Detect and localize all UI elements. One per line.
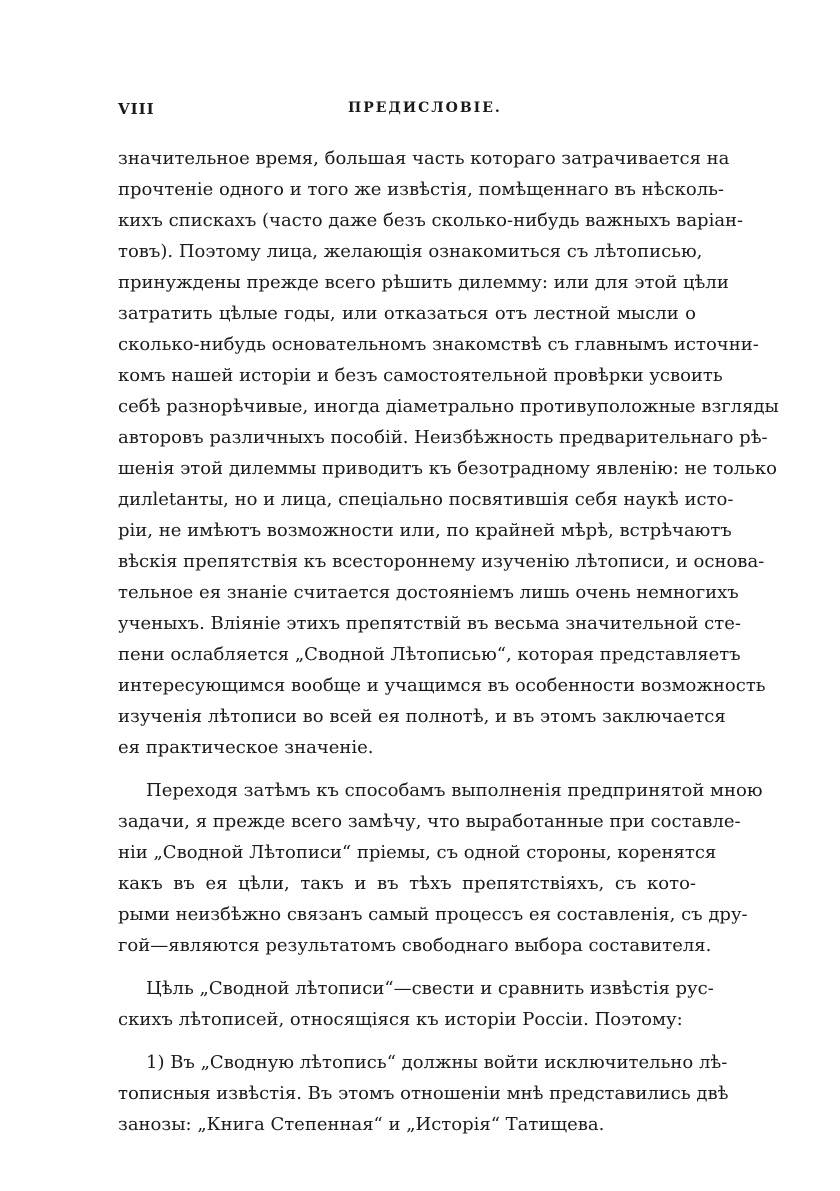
text-line: авторовъ различныхъ пособій. Неизбѣжность предварительнаго рѣ-: [118, 427, 768, 448]
text-line: 1) Въ „Сводную лѣтопись“ должны войти исключительно лѣ-: [146, 1052, 728, 1073]
page-number: VIII: [118, 100, 155, 118]
text-line: задачи, я прежде всего замѣчу, что выработанные при составле-: [118, 811, 741, 832]
running-title: ПРЕДИСЛОВІЕ.: [348, 100, 502, 116]
text-line: пени ослабляется „Сводной Лѣтописью“, которая представляетъ: [118, 644, 741, 665]
text-line: вѣскія препятствія къ всестороннему изученію лѣтописи, и основа-: [118, 551, 765, 572]
text-line: гой—являются результатомъ свободнаго выбора составителя.: [118, 935, 712, 956]
text-line: прочтеніе одного и того же извѣстія, помѣщеннаго въ нѣсколь-: [118, 179, 725, 200]
text-line: затратить цѣлые годы, или отказаться отъ лестной мысли о: [118, 303, 696, 324]
paragraph: [118, 973, 714, 1035]
paragraph: [118, 143, 779, 763]
text-line: кихъ спискахъ (часто даже безъ сколько-нибудь важныхъ варіан-: [118, 210, 744, 231]
text-line: шенія этой дилеммы приводитъ къ безотрадному явленію: не только: [118, 458, 778, 479]
text-line: занозы: „Книга Степенная“ и „Исторія“ Татищева.: [118, 1114, 605, 1135]
paragraph: [118, 1047, 729, 1140]
text-line: товъ). Поэтому лица, желающія ознакомиться съ лѣтописью,: [118, 241, 703, 262]
text-line: тельное ея знаніе считается достояніемъ лишь очень немногихъ: [118, 582, 739, 603]
text-line: себѣ разнорѣчивые, иногда діаметрально противуположные взгляды: [118, 396, 779, 417]
text-line: ученыхъ. Вліяніе этихъ препятствій въ весьма значительной сте-: [118, 613, 741, 634]
body-text: [118, 143, 779, 1140]
text-line: комъ нашей исторіи и безъ самостоятельной провѣрки усвоить: [118, 365, 723, 386]
text-line: принуждены прежде всего рѣшить дилемму: или для этой цѣли: [118, 272, 729, 293]
text-line: Цѣль „Сводной лѣтописи“—свести и сравнить извѣстія рус-: [146, 978, 714, 999]
text-line: значительное время, большая часть котораго затрачивается на: [118, 148, 730, 169]
text-line: ея практическое значеніе.: [118, 737, 374, 758]
text-line: Переходя затѣмъ къ способамъ выполненія предпринятой мною: [146, 780, 763, 801]
text-line: какъ въ ея цѣли, такъ и въ тѣхъ препятствіяхъ, съ кото-: [118, 873, 696, 894]
text-line: ріи, не имѣютъ возможности или, по крайней мѣрѣ, встрѣчаютъ: [118, 520, 732, 541]
text-line: ніи „Сводной Лѣтописи“ пріемы, съ одной стороны, коренятся: [118, 842, 717, 863]
text-line: сколько-нибудь основательномъ знакомствѣ съ главнымъ источни-: [118, 334, 759, 355]
text-line: дилletанты, но и лица, спеціально посвятившія себя наукѣ исто-: [118, 489, 734, 510]
text-line: интересующимся вообще и учащимся въ особенности возможность: [118, 675, 766, 696]
text-line: тописныя извѣстія. Въ этомъ отношеніи мнѣ представились двѣ: [118, 1083, 729, 1104]
page-header: [118, 100, 698, 124]
paragraph: [118, 775, 763, 961]
text-line: изученія лѣтописи во всей ея полнотѣ, и въ этомъ заключается: [118, 706, 726, 727]
text-line: скихъ лѣтописей, относящіяся къ исторіи Россіи. Поэтому:: [118, 1009, 683, 1030]
text-line: рыми неизбѣжно связанъ самый процессъ ея составленія, съ дру-: [118, 904, 748, 925]
